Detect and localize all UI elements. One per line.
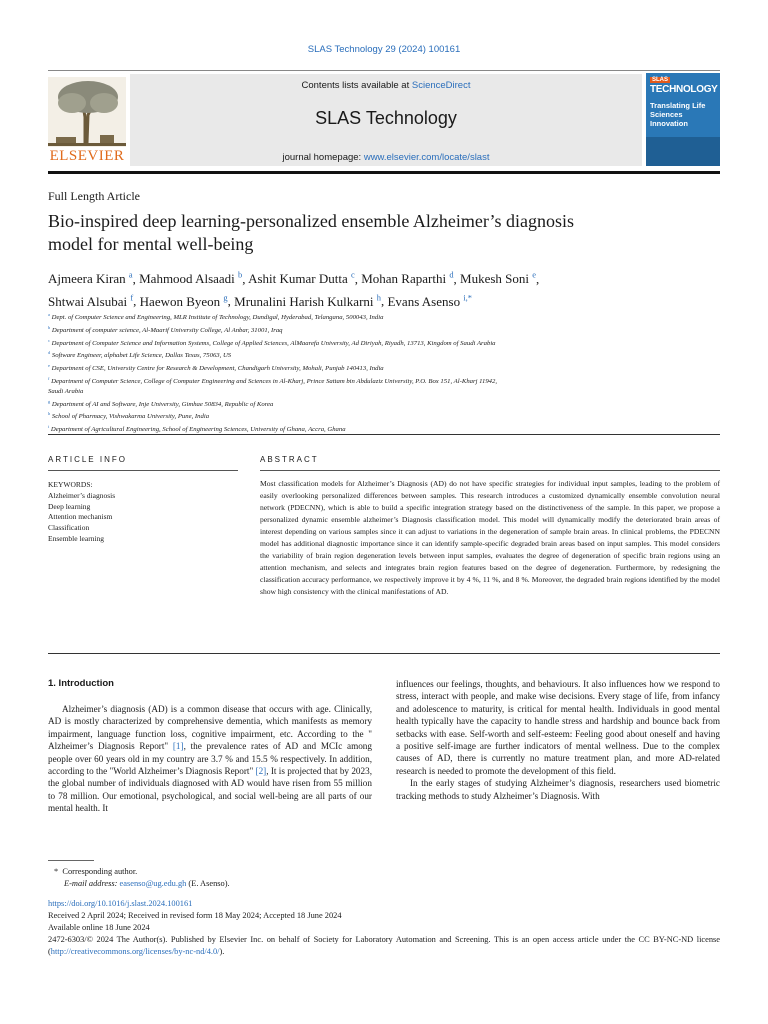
- journal-homepage-link[interactable]: www.elsevier.com/locate/slast: [363, 152, 490, 163]
- affiliation: $^g$ Department of AI and Software, Inje University, Gimhae 50834, Republic of Korea: [48, 398, 274, 408]
- journal-title: SLAS Technology: [315, 108, 457, 128]
- homepage-line: [130, 152, 642, 163]
- abstract-rule: [260, 470, 720, 471]
- affiliation: $^d$ Software Engineer, alphabet Life Science, Dallas Texas, 75063, US: [48, 350, 232, 360]
- abstract-heading: ABSTRACT: [260, 455, 319, 464]
- affiliation: $^a$ Dept. of Computer Science and Engineering, MLR Institute of Technology, Dundigal, Hyderabad, Telangana, 500043, India: [48, 312, 384, 322]
- header-divider: [48, 70, 720, 71]
- section-divider: [48, 653, 720, 654]
- body-column-left: [48, 703, 372, 815]
- title-line-1: Bio-inspired deep learning-personalized ensemble Alzheimer’s diagnosis: [48, 211, 575, 231]
- keyword[interactable]: Attention mechanism: [48, 512, 113, 522]
- cover-title: TECHNOLOGY: [650, 84, 718, 95]
- author[interactable]: Evans Asenso $^{i,*}$: [387, 292, 473, 309]
- masthead-rule: [48, 171, 720, 174]
- author[interactable]: Mohan Raparthi $^d$: [361, 270, 454, 287]
- cover-badge: SLAS: [652, 77, 669, 83]
- abstract-text: Most classification models for Alzheimer’s Diagnosis (AD) do not have specific strategies for individual input samples, leading to the problem of easily overlooking personalized differences between samples. This research introduces a customized dynamically ensemble convolution neural network (PDECNN), which is able to build a specific integration strategy based on the distinctiveness of the sample. In this paper, we propose a personalized dynamic ensemble alzheimer’s Diagnosis classification model. This model will dynamically modify the deteriorated brain areas of interest depending on various samples since it can adjust to variations in the degeneration of sample brain areas. In clinical problems, the PDECNN model has additional diagnostic importance since it can identify sample-specific degraded brain areas based on input samples. This model considers the variability of brain region degeneration levels between input samples, evaluates the degree of degeneration of specific brain regions using an attention mechanism, and selects and integrates brain region features based on the degree of degeneration. Furthermore, by redesigning the classification accuracy performance, we respectively improve it by 4 %, 11 %, and 8 %. Moreover, the degraded brain regions identified by the model show high consistency with the clinical manifestations of AD.: [260, 479, 720, 596]
- received-dates: Received 2 April 2024; Received in revised form 18 May 2024; Accepted 18 June 2024: [48, 911, 342, 920]
- doi-link[interactable]: https://doi.org/10.1016/j.slast.2024.100161: [48, 899, 193, 908]
- article-info-heading: ARTICLE INFO: [48, 455, 127, 464]
- contents-prefix: Contents lists available at: [301, 80, 412, 91]
- article-type: Full Length Article: [48, 189, 140, 203]
- keyword[interactable]: Alzheimer’s diagnosis: [48, 490, 116, 500]
- author-list: Ajmeera Kiran $^a$, Mahmood Alsaadi $^b$, Ashit Kumar Dutta $^c$, Mohan Raparthi $^d$, Mukesh Soni $^e$, Shtwai Alsubai $^f$, Haewon Byeon $^g$, Mrunalini Harish Kulkarni $^h$, Evans Asenso $^{i,*}$: [48, 270, 540, 309]
- running-head[interactable]: SLAS Technology 29 (2024) 100161: [307, 44, 461, 55]
- corresponding-author-note: Corresponding author.: [62, 867, 138, 876]
- paragraph: In the early stages of studying Alzheimer’s diagnosis, researchers used biometric tracking methods to study Alzheimer’s Diagnosis. With: [396, 778, 720, 801]
- author[interactable]: Shtwai Alsubai $^f$: [48, 292, 134, 309]
- article-title: [48, 210, 688, 256]
- publisher-wordmark: ELSEVIER: [49, 148, 125, 164]
- author[interactable]: Mrunalini Harish Kulkarni $^h$: [234, 292, 381, 309]
- article-metadata: [48, 898, 720, 958]
- journal-cover-thumbnail[interactable]: [646, 73, 720, 166]
- cover-tagline: Translating Life Sciences Innovation: [650, 101, 706, 128]
- paragraph: influences our feelings, thoughts, and behaviours. It also influences how we respond to stress, interact with people, and make wise decisions. Every stage of life, from infancy and adolescence to maturity, is critical for mental health. Individuals in good mental health typically have the capacity to handle stress and hardship and bounce back from setbacks with ease. Self-worth and self-esteem: Feeling good about oneself and having a positive self-image are further indicators of mental wellness. Due to the complex causes of AD, there is currently no mature treatment plan, and more AD-related research is needed to promote the development of this field.: [396, 679, 720, 776]
- affiliation: $^f$ Department of Computer Science, College of Computer Engineering and Sciences in Al-Kharj, Prince Sattam bin Abdulaziz University, P.O. Box 151, Al-Kharj 11942,: [48, 376, 498, 386]
- footnote-mark: *: [54, 867, 59, 876]
- body-column-right: [396, 678, 720, 802]
- email-label: E-mail address:: [64, 879, 118, 888]
- title-line-2: model for mental well-being: [48, 234, 254, 254]
- keywords-block: [48, 480, 115, 545]
- affiliation: $^c$ Department of Computer Science and Information Systems, College of Applied Sciences, AlMaarefa University, Ad Diriyah, Riyadh, 13713, Kingdom of Saudi Arabia: [48, 337, 496, 347]
- license-link[interactable]: http://creativecommons.org/licenses/by-nc-nd/4.0/: [50, 947, 220, 956]
- affiliation: $^h$ School of Pharmacy, Vishwakarma University, Pune, India: [48, 411, 210, 421]
- author[interactable]: Ashit Kumar Dutta $^c$: [248, 270, 355, 287]
- article-info-rule: [48, 470, 238, 471]
- keyword[interactable]: Ensemble learning: [48, 533, 105, 543]
- affiliation: $^e$ Department of CSE, University Centre for Research & Development, Chandigarh University, Mohali, Punjab 140413, India: [48, 363, 384, 373]
- author[interactable]: Mahmood Alsaadi $^b$: [139, 270, 243, 287]
- footnote: [48, 866, 720, 890]
- keyword[interactable]: Classification: [48, 523, 90, 533]
- affiliation: $^b$ Department of computer science, Al-Maarif University College, Al Anbar, 31001, Iraq: [48, 324, 283, 335]
- email-suffix: (E. Asenso).: [186, 879, 230, 888]
- citation-link[interactable]: [1]: [172, 741, 184, 752]
- citation-link[interactable]: [2]: [255, 766, 267, 777]
- section-divider: [48, 434, 720, 435]
- online-date: Available online 18 June 2024: [48, 923, 150, 932]
- cover-artwork: [646, 137, 720, 166]
- keyword[interactable]: Deep learning: [48, 501, 91, 511]
- keywords-label: KEYWORDS:: [48, 480, 93, 489]
- affiliation-list: [48, 310, 688, 435]
- email-link[interactable]: easenso@ug.edu.gh: [119, 879, 187, 888]
- footnote-rule: [48, 860, 94, 861]
- paragraph: Alzheimer’s diagnosis (AD) is a common disease that occurs with age. Clinically, AD is mostly characterized by comprehensive dementia, which manifests as memory impairment, language function loss, cognitive impairment, etc. According to the " Alzheimer’s Diagnosis Report" [1], the prevalence rates of AD and MCIc among people over 60 years old in my country are 3.7 % and 15.5 % respectively. In addition, according to the "World Alzheimer’s Diagnosis Report" [2], It is projected that by 2023, the global number of individuals diagnosed with AD would have risen from 55 million to 78 million. Our emotional, psychological, and social well-being are all parts of our mental health. It: [48, 704, 372, 814]
- author[interactable]: Haewon Byeon $^g$: [139, 292, 228, 309]
- sciencedirect-link[interactable]: ScienceDirect: [411, 80, 471, 91]
- contents-line: [130, 80, 642, 91]
- homepage-prefix: journal homepage:: [282, 152, 364, 163]
- author[interactable]: Mukesh Soni $^e$: [460, 270, 537, 287]
- copyright-notice: 2472-6303/© 2024 The Author(s). Published by Elsevier Inc. on behalf of Society for Laboratory Automation and Screening. This is an open access article under the CC BY-NC-ND license (http://creativecommons.org/licenses/by-nc-nd/4.0/).: [48, 935, 720, 956]
- affiliation: Saudi Arabia: [48, 387, 84, 395]
- section-heading: 1. Introduction: [48, 678, 114, 689]
- affiliation: $^i$ Department of Agricultural Engineering, School of Engineering Sciences, University of Ghana, Accra, Ghana: [48, 424, 346, 434]
- author[interactable]: Ajmeera Kiran $^a$: [48, 270, 133, 287]
